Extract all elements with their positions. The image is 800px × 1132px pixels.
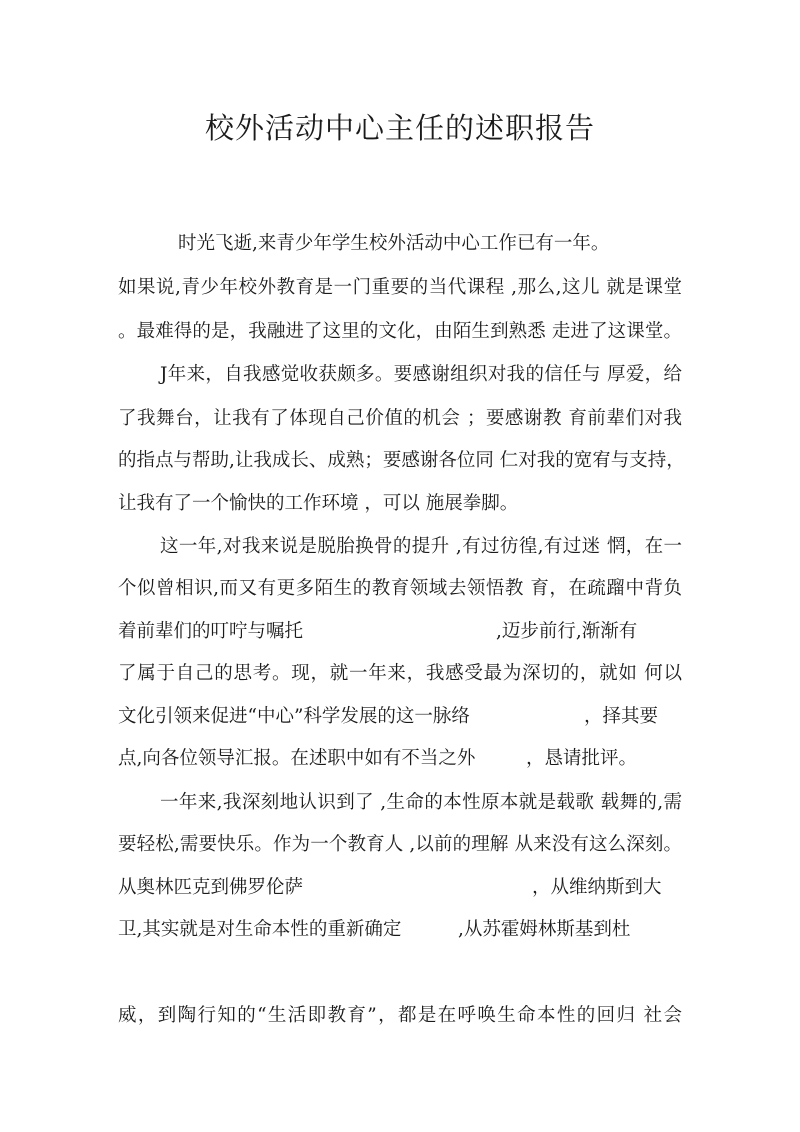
text-line: 点,向各位领导汇报。在述职中如有不当之外: [118, 748, 476, 769]
text-line: 个似曾相识,而又有更多陌生的教育领域去领悟教 育，在疏蹓中背负: [118, 578, 682, 599]
text-line: 一年来,我深刻地认识到了 ,生命的本性原本就是载歌 载舞的,需: [160, 792, 682, 813]
text-line: 这一年,对我来说是脱胎换骨的提升 ,有过彷徨,有过迷 惘，在一: [160, 536, 682, 557]
document-title: 校外活动中心主任的述职报告: [204, 111, 595, 145]
text-line: ，从维纳斯到大: [532, 877, 662, 898]
text-line: ，恳请批评。: [526, 748, 638, 769]
text-line: 。最难得的是，我融进了这里的文化，由陌生到熟悉 走进了这课堂。: [118, 321, 682, 342]
text-line: 要轻松,需要快乐。作为一个教育人 ,以前的理解 从来没有这么深刻。: [118, 834, 682, 855]
text-line: 如果说,青少年校外教育是一门重要的当代课程 ,那么,这儿 就是课堂: [118, 277, 682, 298]
text-line: 了属于自己的思考。现，就一年来，我感受最为深切的，就如 何以: [118, 663, 682, 684]
text-line: 的指点与帮助,让我成长、成熟；要感谢各位同 仁对我的宽宥与支持，: [118, 450, 685, 471]
text-line: 着前辈们的叮咛与嘱托: [118, 621, 304, 642]
text-line: 从奥林匹克到佛罗伦萨: [118, 877, 304, 898]
text-line: ,从苏霍姆林斯基到杜: [458, 919, 631, 940]
text-line: ，择其要: [584, 706, 659, 727]
text-line: 时光飞逝,来青少年学生校外活动中心工作已有一年。: [178, 233, 610, 254]
text-line: ,迈步前行,渐渐有: [496, 621, 638, 642]
text-line: 文化引领来促进“中心”科学发展的这一脉络: [118, 706, 470, 727]
text-line: 卫,其实就是对生命本性的重新确定: [118, 919, 402, 940]
text-line: 让我有了一个愉快的工作环境 ，可以 施展拳脚。: [118, 493, 519, 514]
text-line: J年来，自我感觉收获颇多。要感谢组织对我的信任与 厚爱，给: [160, 364, 682, 385]
text-line: 威，到陶行知的“生活即教育”，都是在呼唤生命本性的回归 社会: [118, 1005, 682, 1026]
text-line: 了我舞台，让我有了体现自己价值的机会 ；要感谢教 育前辈们对我: [118, 408, 682, 429]
